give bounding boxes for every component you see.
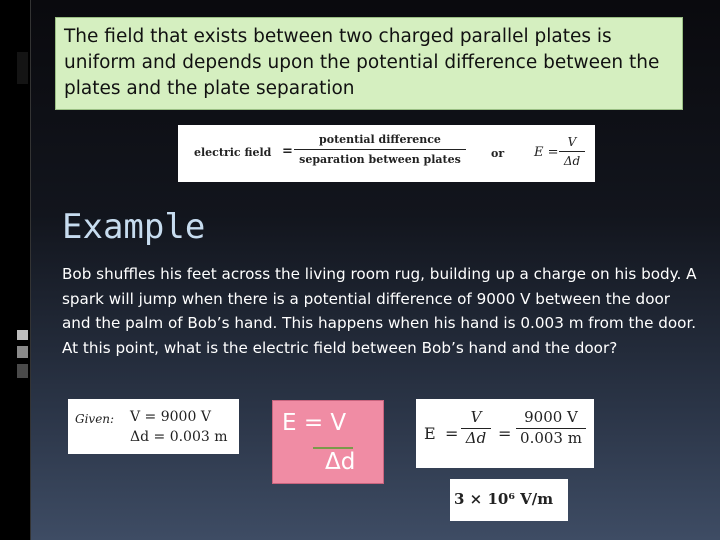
given-label: Given: [75,412,115,426]
equation-textbox [272,400,384,484]
decor-square-light [17,330,28,340]
equation-bottom: Δd [325,449,356,475]
formula-symbol-numerator: V [559,135,585,152]
answer-image [450,479,568,521]
formula-symbol-fraction [559,135,585,168]
formula-numerator: potential difference [294,133,466,150]
given-distance: Δd = 0.003 m [130,429,228,445]
decor-square-mid [17,346,28,358]
slide-edge-line [30,0,31,540]
solution-f1-numerator: V [461,408,491,429]
solution-fraction-1 [461,408,491,447]
formula-lhs: electric field [194,146,272,159]
decor-square-dark [17,364,28,378]
formula-denominator: separation between plates [299,153,461,166]
decor-square [17,52,28,84]
formula-symbol-denominator: Δd [563,154,581,168]
intro-textbox [55,17,683,110]
formula-image [178,125,595,182]
solution-f1-denominator: Δd [465,429,487,447]
equation-top: E = V [282,410,347,436]
given-voltage: V = 9000 V [130,409,211,425]
solution-equals-1: = [445,424,459,443]
given-image [68,399,239,454]
example-problem-text: Bob shuffles his feet across the living room rug, building up a charge on his body. A spark will jump when there is a potential difference of 9000 V between the door and the palm of Bob’s hand. This happens when his hand is 0.003 m from the door. At this point, what is the electric field between Bob’s hand and the door? [62,265,697,357]
answer-text: 3 × 10⁶ V/m [454,490,554,508]
formula-fraction [294,133,466,166]
intro-text: The field that exists between two charged parallel plates is uniform and depends upon the potential difference between the plates and the plate separation [64,26,660,99]
solution-image [416,399,594,468]
formula-or: or [491,147,505,160]
formula-equals: = [282,144,293,159]
formula-symbol: E = [534,145,559,160]
solution-equals-2: = [498,424,512,443]
solution-e: E [424,424,436,443]
solution-fraction-2 [516,408,586,447]
solution-f2-numerator: 9000 V [516,408,586,429]
solution-f2-denominator: 0.003 m [520,429,582,447]
example-heading: Example [62,207,206,247]
